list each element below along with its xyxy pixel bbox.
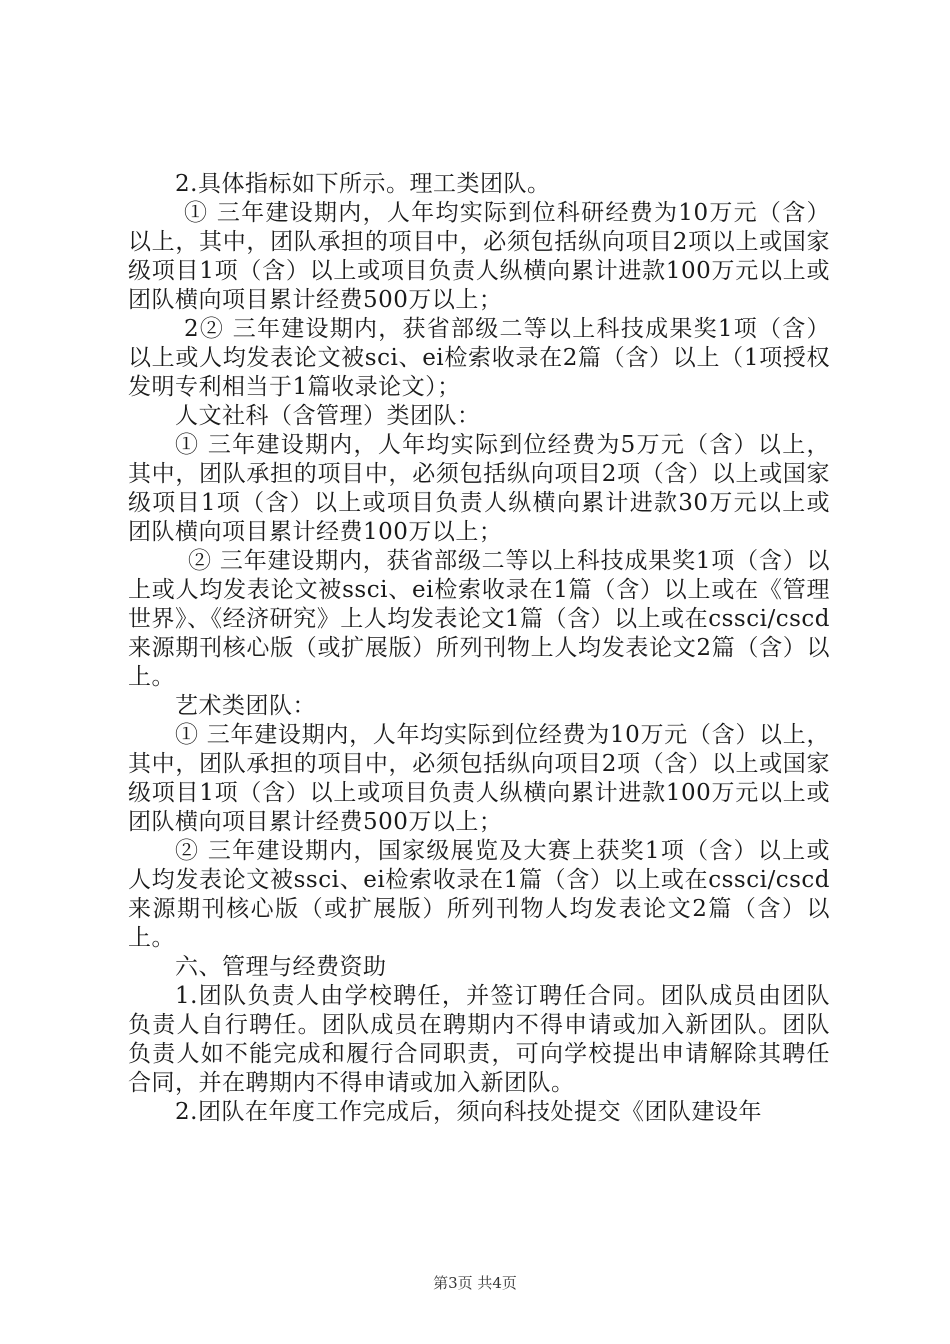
document-body [128,170,830,1127]
paragraph-humanities-heading: 人文社科（含管理）类团队： [175,403,481,429]
paragraph-management-1: 1.团队负责人由学校聘任，并签订聘任合同。团队成员由团队负责人自行聘任。团队成员在聘期内不得申请或加入新团队。团队负责人如不能完成和履行合同职责，可向学校提出申请解除其聘任合同，并在聘期内不得申请或加入新团队。 [128,983,830,1096]
paragraph-arts-heading: 艺术类团队： [175,693,316,719]
page-number-footer: 第3页 共4页 [433,1274,517,1292]
paragraph-indicators-intro: 2.具体指标如下所示。理工类团队。 [175,171,551,197]
paragraph-arts-funding: ① 三年建设期内，人年均实际到位经费为10万元（含）以上，其中，团队承担的项目中，必须包括纵向项目2项（含）以上或国家级项目1项（含）以上或项目负责人纵横向累计进款100万元以上或团队横向项目累计经费500万以上； [128,722,830,835]
paragraph-management-2: 2.团队在年度工作完成后，须向科技处提交《团队建设年 [175,1099,762,1125]
paragraph-humanities-awards: ② 三年建设期内，获省部级二等以上科技成果奖1项（含）以上或人均发表论文被ssci、ei检索收录在1篇（含）以上或在《管理世界》、《经济研究》上人均发表论文1篇（含）以上或在cssci/cscd来源期刊核心版（或扩展版）所列刊物上人均发表论文2篇（含）以上。 [128,548,830,690]
paragraph-humanities-funding: ① 三年建设期内，人年均实际到位经费为5万元（含）以上，其中，团队承担的项目中，必须包括纵向项目2项（含）以上或国家级项目1项（含）以上或项目负责人纵横向累计进款30万元以上或团队横向项目累计经费100万以上； [128,432,830,545]
paragraph-sci-eng-awards: 2② 三年建设期内，获省部级二等以上科技成果奖1项（含）以上或人均发表论文被sci、ei检索收录在2篇（含）以上（1项授权发明专利相当于1篇收录论文）； [128,316,830,400]
paragraph-sci-eng-funding: ① 三年建设期内，人年均实际到位科研经费为10万元（含）以上，其中，团队承担的项目中，必须包括纵向项目2项以上或国家级项目1项（含）以上或项目负责人纵横向累计进款100万元以上或团队横向项目累计经费500万以上； [128,200,830,313]
section-heading-management: 六、管理与经费资助 [175,954,387,980]
paragraph-arts-awards: ② 三年建设期内，国家级展览及大赛上获奖1项（含）以上或人均发表论文被ssci、ei检索收录在1篇（含）以上或在cssci/cscd来源期刊核心版（或扩展版）所列刊物人均发表论文2篇（含）以上。 [128,838,830,951]
